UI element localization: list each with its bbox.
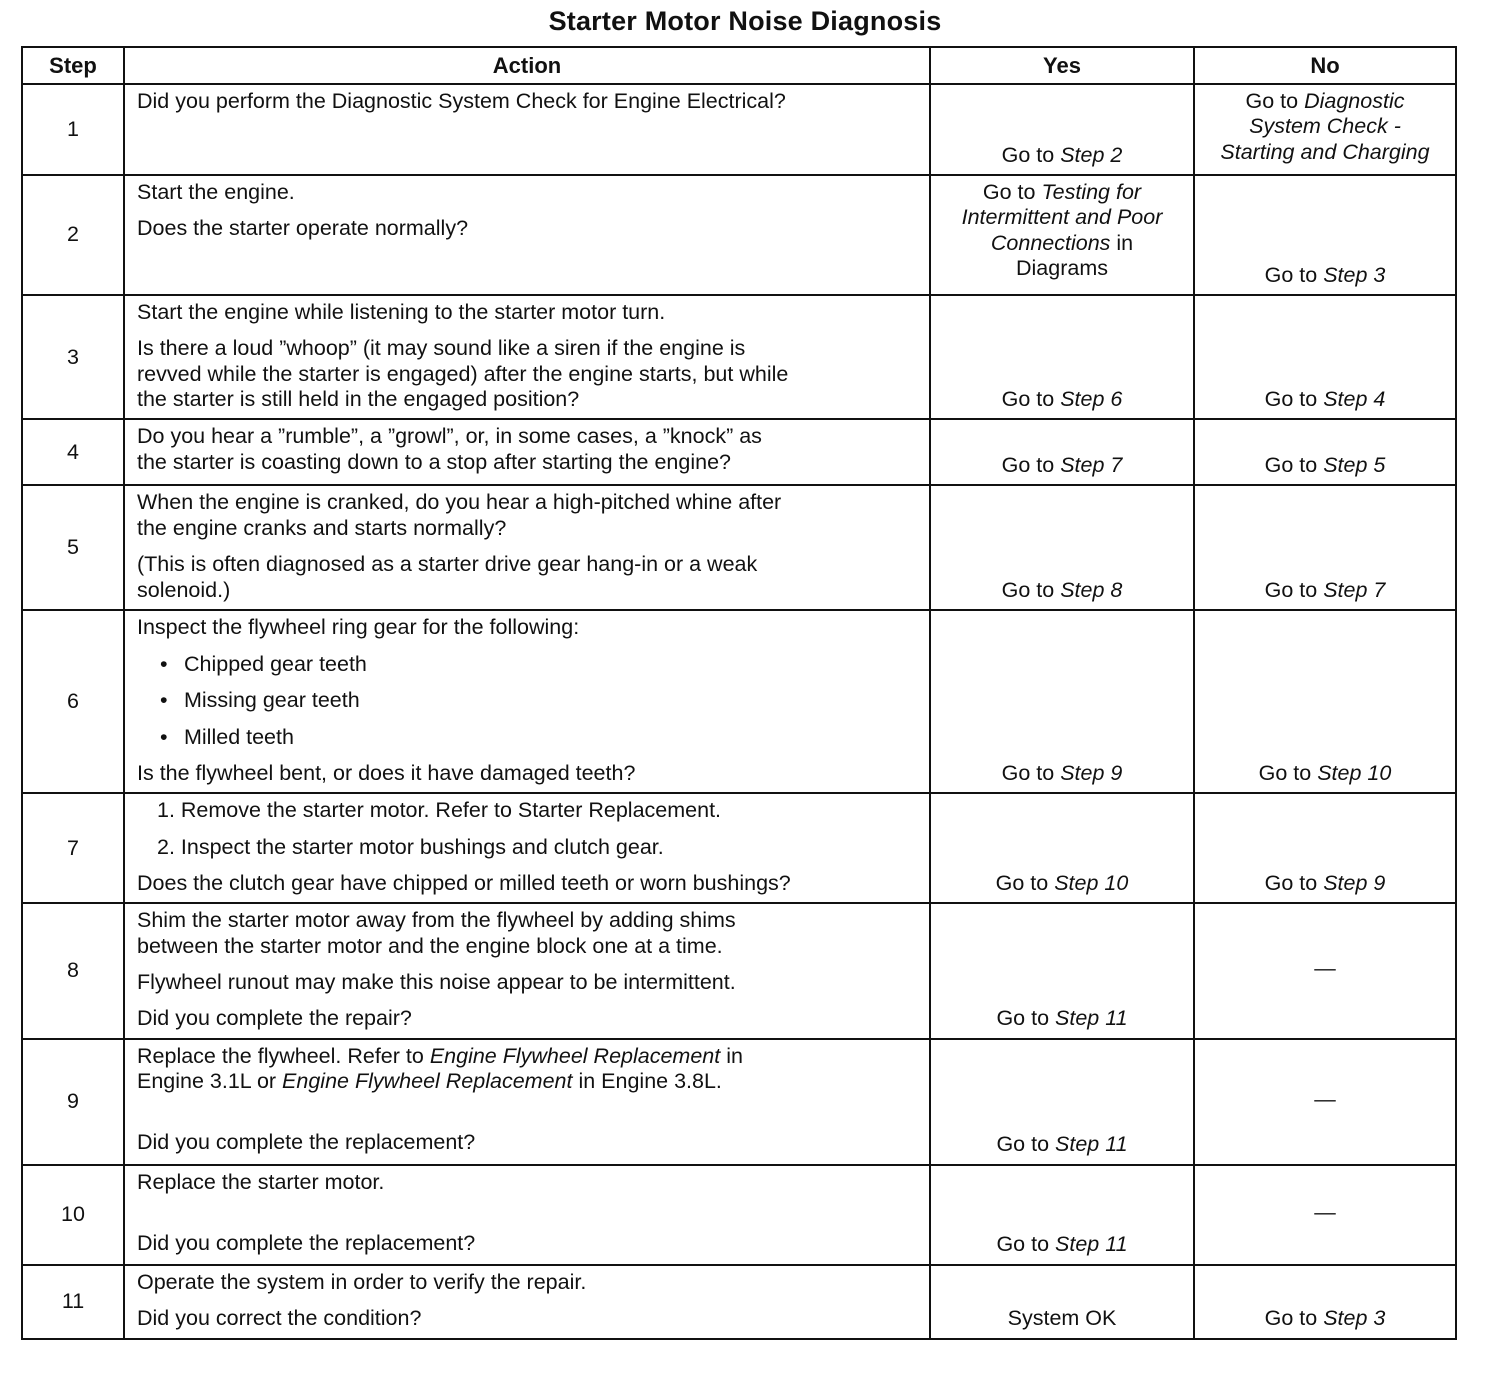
step-ref-link[interactable]: Step 9 xyxy=(1060,760,1123,785)
table-row xyxy=(22,175,1456,295)
goto-text: Go to xyxy=(1258,760,1312,785)
action-cell xyxy=(124,175,930,295)
action-line: Start the engine. xyxy=(137,180,295,204)
ref-link[interactable]: System Check - xyxy=(1249,114,1401,139)
yes-cell xyxy=(930,1165,1194,1265)
step-ref-link[interactable]: Step 3 xyxy=(1323,1306,1386,1331)
bullet-item: • Chipped gear teeth xyxy=(137,652,919,677)
action-cell xyxy=(124,1165,930,1265)
step-ref-link[interactable]: Step 10 xyxy=(1054,870,1129,895)
goto-text: Go to xyxy=(1001,142,1055,167)
goto-text: Go to xyxy=(1264,453,1318,478)
header-row xyxy=(22,47,1456,84)
step-ref-link[interactable]: Step 3 xyxy=(1323,262,1386,287)
yes-cell xyxy=(930,175,1194,295)
goto-text: Go to xyxy=(1001,760,1055,785)
action-text: Replace the flywheel. Refer to xyxy=(137,1043,424,1068)
no-cell xyxy=(1194,610,1456,793)
goto-text: Go to xyxy=(1264,870,1318,895)
no-cell xyxy=(1194,903,1456,1038)
step-number: 2 xyxy=(22,175,124,295)
action-note: Flywheel runout may make this noise appear to be intermittent. xyxy=(137,970,736,995)
yes-cell xyxy=(930,610,1194,793)
goto-text: Go to xyxy=(1264,578,1318,603)
table-row xyxy=(22,84,1456,175)
action-cell xyxy=(124,903,930,1038)
numbered-item: 1. Remove the starter motor. Refer to Starter Replacement. xyxy=(157,798,722,823)
no-cell xyxy=(1194,793,1456,903)
step-number: 6 xyxy=(22,610,124,793)
result-text: System OK xyxy=(1007,1306,1117,1331)
step-ref-link[interactable]: Step 10 xyxy=(1317,760,1392,785)
action-line: between the starter motor and the engine block one at a time. xyxy=(137,933,723,958)
action-line: Operate the system in order to verify the repair. xyxy=(137,1269,587,1294)
action-cell xyxy=(124,793,930,903)
ref-link[interactable]: Connections xyxy=(990,230,1111,255)
action-cell xyxy=(124,84,930,175)
bullet-item: • Milled teeth xyxy=(137,725,919,750)
ref-link[interactable]: Starting and Charging xyxy=(1220,139,1430,164)
action-question: Did you correct the condition? xyxy=(137,1306,422,1331)
action-cell xyxy=(124,485,930,610)
action-question: Is the flywheel bent, or does it have damaged teeth? xyxy=(137,760,636,785)
step-ref-link[interactable]: Step 11 xyxy=(1055,1132,1128,1157)
action-question: Did you complete the replacement? xyxy=(137,1130,476,1155)
header-yes: Yes xyxy=(930,47,1194,84)
step-ref-link[interactable]: Step 11 xyxy=(1055,1232,1128,1257)
step-number: 11 xyxy=(22,1265,124,1339)
dash: — xyxy=(1314,1200,1336,1225)
goto-text: Go to xyxy=(982,180,1036,204)
action-line: Inspect the flywheel ring gear for the following: xyxy=(137,615,580,640)
action-question: Does the starter operate normally? xyxy=(137,216,469,241)
action-question: revved while the starter is engaged) after the engine starts, but while xyxy=(137,361,789,386)
bullet-item: • Missing gear teeth xyxy=(137,688,919,713)
step-ref-link[interactable]: Step 7 xyxy=(1060,453,1123,478)
no-cell xyxy=(1194,175,1456,295)
header-step: Step xyxy=(22,47,124,84)
action-text: in xyxy=(726,1043,743,1068)
step-ref-link[interactable]: Step 8 xyxy=(1060,578,1123,603)
action-text: Engine 3.1L or xyxy=(137,1069,277,1094)
ref-link[interactable]: Engine Flywheel Replacement xyxy=(282,1069,573,1094)
step-number: 1 xyxy=(22,84,124,175)
action-cell xyxy=(124,1039,930,1165)
ref-location: Diagrams xyxy=(1016,256,1108,281)
goto-text: Go to xyxy=(1245,89,1299,113)
action-cell xyxy=(124,610,930,793)
no-cell xyxy=(1194,84,1456,175)
header-no: No xyxy=(1194,47,1456,84)
goto-text: Go to xyxy=(1264,387,1318,412)
no-cell xyxy=(1194,1265,1456,1339)
ref-link[interactable]: Testing for xyxy=(1041,180,1142,204)
no-cell xyxy=(1194,485,1456,610)
numbered-item: 2. Inspect the starter motor bushings and clutch gear. xyxy=(157,834,664,859)
action-note: solenoid.) xyxy=(137,577,231,602)
action-line: Shim the starter motor away from the flywheel by adding shims xyxy=(137,908,736,933)
table-row xyxy=(22,295,1456,419)
step-number: 3 xyxy=(22,295,124,419)
ref-link[interactable]: Diagnostic xyxy=(1304,89,1405,113)
action-question: Does the clutch gear have chipped or milled teeth or worn bushings? xyxy=(137,870,791,895)
action-line: Start the engine while listening to the starter motor turn. xyxy=(137,300,666,324)
table-row xyxy=(22,1165,1456,1265)
step-ref-link[interactable]: Step 7 xyxy=(1323,578,1386,603)
action-question: Did you complete the replacement? xyxy=(137,1231,476,1256)
table-row xyxy=(22,485,1456,610)
goto-text: Go to xyxy=(995,870,1049,895)
yes-cell xyxy=(930,485,1194,610)
goto-text: Go to xyxy=(1001,453,1055,478)
action-line: the starter is coasting down to a stop after starting the engine? xyxy=(137,449,731,474)
yes-cell xyxy=(930,419,1194,485)
action-question: Is there a loud ”whoop” (it may sound like a siren if the engine is xyxy=(137,336,746,361)
table-row xyxy=(22,610,1456,793)
dash: — xyxy=(1314,1087,1336,1112)
diagnosis-table xyxy=(21,46,1457,1340)
step-number: 4 xyxy=(22,419,124,485)
action-question: the starter is still held in the engaged position? xyxy=(137,387,580,412)
step-ref-link[interactable]: Step 6 xyxy=(1060,387,1123,412)
step-ref-link[interactable]: Step 2 xyxy=(1060,142,1123,167)
no-cell xyxy=(1194,295,1456,419)
action-note: (This is often diagnosed as a starter drive gear hang-in or a weak xyxy=(137,552,758,577)
goto-text: Go to xyxy=(1264,262,1318,287)
goto-text: Go to xyxy=(996,1232,1050,1257)
action-cell xyxy=(124,295,930,419)
table-row xyxy=(22,793,1456,903)
action-line: the engine cranks and starts normally? xyxy=(137,515,507,540)
action-cell xyxy=(124,1265,930,1339)
goto-text: Go to xyxy=(1264,1306,1318,1331)
goto-text: Go to xyxy=(996,1132,1050,1157)
step-number: 8 xyxy=(22,903,124,1038)
no-cell xyxy=(1194,419,1456,485)
ref-suffix: in xyxy=(1116,230,1134,255)
ref-link[interactable]: Engine Flywheel Replacement xyxy=(429,1043,721,1068)
yes-cell xyxy=(930,903,1194,1038)
ref-link[interactable]: Intermittent and Poor xyxy=(961,205,1163,230)
goto-text: Go to xyxy=(1001,578,1055,603)
no-cell xyxy=(1194,1039,1456,1165)
step-number: 9 xyxy=(22,1039,124,1165)
yes-cell xyxy=(930,295,1194,419)
dash: — xyxy=(1314,956,1336,981)
header-action: Action xyxy=(124,47,930,84)
table-row xyxy=(22,1039,1456,1165)
no-cell xyxy=(1194,1165,1456,1265)
yes-cell xyxy=(930,1039,1194,1165)
step-number: 7 xyxy=(22,793,124,903)
action-line: When the engine is cranked, do you hear a high-pitched whine after xyxy=(137,490,782,515)
table-row xyxy=(22,1265,1456,1339)
table-row xyxy=(22,419,1456,485)
step-number: 5 xyxy=(22,485,124,610)
action-question: Did you complete the repair? xyxy=(137,1006,412,1031)
yes-cell xyxy=(930,1265,1194,1339)
action-line: Replace the starter motor. xyxy=(137,1169,385,1194)
step-ref-link[interactable]: Step 11 xyxy=(1055,1006,1128,1031)
step-ref-link[interactable]: Step 9 xyxy=(1323,870,1386,895)
goto-text: Go to xyxy=(996,1006,1050,1031)
action-line: Did you perform the Diagnostic System Check for Engine Electrical? xyxy=(137,89,786,113)
step-ref-link[interactable]: Step 5 xyxy=(1323,453,1386,478)
action-line: Do you hear a ”rumble”, a ”growl”, or, in some cases, a ”knock” as xyxy=(137,424,762,449)
step-number: 10 xyxy=(22,1165,124,1265)
step-ref-link[interactable]: Step 4 xyxy=(1323,387,1386,412)
action-text: in Engine 3.8L. xyxy=(578,1069,722,1094)
document-title: Starter Motor Noise Diagnosis xyxy=(548,6,942,36)
action-cell xyxy=(124,419,930,485)
yes-cell xyxy=(930,84,1194,175)
table-row xyxy=(22,903,1456,1038)
yes-cell xyxy=(930,793,1194,903)
goto-text: Go to xyxy=(1001,387,1055,412)
